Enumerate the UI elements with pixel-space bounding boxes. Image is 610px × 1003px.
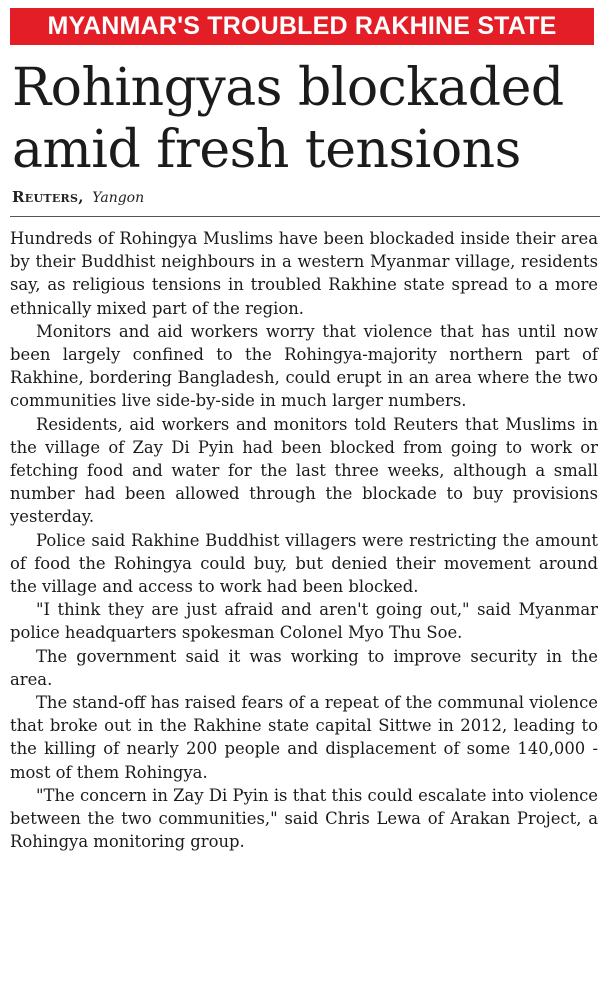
paragraph: Monitors and aid workers worry that violence that has until now been largely confined to the Rohingya-majority northern part of Rakhine, bordering Bangladesh, could erupt in an area where the two communities live side-by-side in much larger numbers. [10,321,598,411]
paragraph: Hundreds of Rohingya Muslims have been blockaded inside their area by their Buddhist neighbours in a western Myanmar village, residents say, as religious tensions in troubled Rakhine state spread to a more ethnically mixed part of the region. [10,229,598,318]
article-body [10,227,598,853]
section-kicker: MYANMAR'S TROUBLED RAKHINE STATE [10,8,594,45]
byline-place: Yangon [92,190,145,206]
paragraph: Residents, aid workers and monitors told Reuters that Muslims in the village of Zay Di Pyin had been blocked from going to work or fetching food and water for the last three weeks, although a small number had been allowed through the blockade to buy provisions yesterday. [10,414,598,527]
headline-line-2: amid fresh tensions [12,120,521,180]
byline-divider [10,216,600,217]
byline [12,187,596,208]
paragraph: "The concern in Zay Di Pyin is that this could escalate into violence between the two communities," said Chris Lewa of Arakan Project, a Rohingya monitoring group. [10,785,598,852]
paragraph: The stand-off has raised fears of a repeat of the communal violence that broke out in the Rakhine state capital Sittwe in 2012, leading to the killing of nearly 200 people and displacement of some 140,000 - most of them Rohingya. [10,693,598,782]
paragraph: The government said it was working to improve security in the area. [10,646,598,689]
byline-agency: Reuters, [12,188,84,206]
headline [12,57,596,181]
paragraph: Police said Rakhine Buddhist villagers were restricting the amount of food the Rohingya could buy, but denied their movement around the village and access to work had been blocked. [10,530,598,597]
paragraph: "I think they are just afraid and aren't going out," said Myanmar police headquarters spokesman Colonel Myo Thu Soe. [10,600,598,643]
headline-line-1: Rohingyas blockaded [12,58,564,118]
